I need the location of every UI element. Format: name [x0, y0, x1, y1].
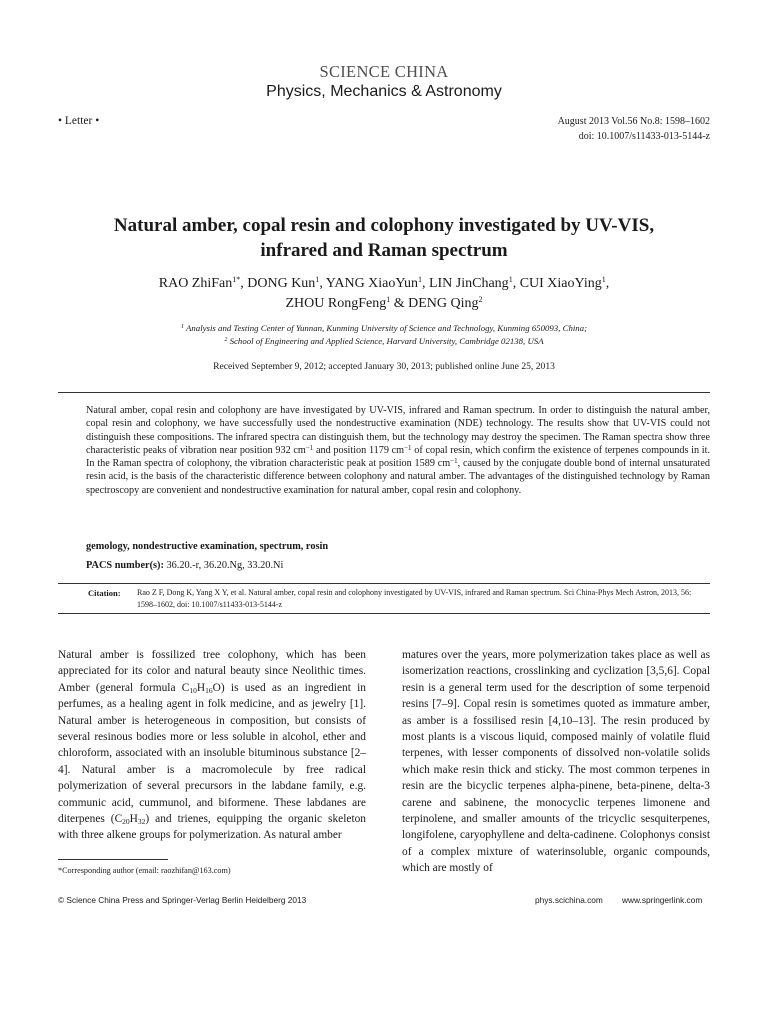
subscript: 32	[137, 817, 146, 827]
author-name: RAO ZhiFan	[158, 276, 233, 291]
author-name: CUI XiaoYing	[519, 276, 602, 291]
body-text: Natural amber is fossilized tree colophony, which has been appreciated for its color and natural beauty since Neolithic times. Amber (general formula C	[58, 649, 366, 694]
doi-line: doi: 10.1007/s11433-013-5144-z	[578, 131, 710, 142]
pacs-label: PACS number(s):	[86, 560, 164, 571]
author-name: ZHOU RongFeng	[285, 296, 387, 311]
author-affil-mark: 1	[601, 275, 606, 284]
subscript: 10	[189, 685, 197, 695]
keywords: gemology, nondestructive examination, spectrum, rosin	[86, 541, 329, 552]
pacs-value: 36.20.-r, 36.20.Ng, 33.20.Ni	[166, 560, 284, 571]
abstract	[86, 404, 710, 497]
author-name: DENG Qing	[408, 296, 479, 311]
affiliation-text: School of Engineering and Applied Science, Harvard University, Cambridge 02138, USA	[229, 336, 544, 346]
subscript: 16	[205, 685, 213, 695]
title-line-1: Natural amber, copal resin and colophony investigated by UV-VIS,	[113, 215, 655, 236]
body-text: H	[129, 813, 138, 826]
body-text: O) is used as an ingredient in perfumes, as a healing agent in folk medicine, and as jewelry [1]. Natural amber is heterogeneous in composition, but consists of several resinous bodies more or less soluble in alcohol, ether and chloroform, associated with an insoluble bituminous substance [2–4]. Natural amber is a macromolecule by free radical polymerization of several precursors in the labdane family, e.g. communic acid, cummunol, and biformene. These labdanes are diterpenes (C	[58, 681, 366, 826]
affiliation-2	[60, 335, 708, 348]
body-text: H	[196, 681, 206, 694]
affiliations	[60, 322, 708, 348]
divider	[58, 583, 710, 584]
copyright: © Science China Press and Springer-Verlag Berlin Heidelberg 2013	[58, 895, 307, 905]
author-list	[60, 274, 708, 314]
springerlink-link[interactable]: www.springerlink.com	[622, 895, 703, 905]
abstract-text: of copal resin, which confirm the existence of terpenes compounds in it. In the Raman spectra of colophony, the vibration characteristic peak at position 1589 cm	[86, 444, 711, 470]
author-affil-mark: 1	[386, 295, 391, 304]
issue-info	[558, 114, 710, 144]
journal-website-link[interactable]: phys.scichina.com	[535, 895, 603, 905]
journal-subtitle: Physics, Mechanics & Astronomy	[266, 83, 502, 100]
author-affil-mark: 1	[315, 275, 320, 284]
paper-title	[60, 214, 708, 263]
author-affil-mark: 1*	[232, 275, 241, 284]
author-name: LIN JinChang	[428, 276, 509, 291]
abstract-text: Natural amber, copal resin and colophony are have investigated by UV-VIS, infrared and Raman spectrum. In order to distinguish the natural amber, copal resin and colophony, we have successfully used the nondestructive examination (NDE) technology. The results show that UV-VIS could not distinguish these compositions. The infrared spectra can distinguish them, but the technology may destroy the specimen. The Raman spectra show three characteristic peaks of vibration near position 932 cm	[86, 405, 710, 456]
author-affil-mark: 2	[478, 295, 483, 304]
body-column-right: matures over the years, more polymerization takes place as well as isomerization reactions, crosslinking and cyclization [3,5,6]. Copal resin is a general term used for the description of some terpenoid resins [7–9]. Copal resin is sometimes quoted as immature amber, as amber is a fossilised resin [4,10–13]. The resin produced by most plants is a viscous liquid, composed mainly of volatile fluid terpenes, with lesser components of dissolved non-volatile solids which make resin thick and sticky. The most common terpenes in resin are the bicyclic terpenes alpha-pinene, beta-pinene, delta-3 carene and sabinene, the monocyclic terpenes limonene and terpinolene, and smaller amounts of the tricyclic sesquiterpenes, longifolene, caryophyllene and delta-cadinene. Colophonys consist of a complex mixture of waterinsoluble, organic compounds, which are mostly of	[402, 649, 710, 875]
unit-exponent: −1	[305, 443, 314, 452]
pacs-numbers	[86, 560, 283, 571]
citation-label: Citation:	[88, 588, 121, 598]
issue-line: August 2013 Vol.56 No.8: 1598–1602	[557, 116, 710, 127]
title-line-2: infrared and Raman spectrum	[260, 239, 508, 261]
author-name: DONG Kun	[247, 276, 316, 291]
subscript: 20	[122, 817, 130, 827]
author-line-1: RAO ZhiFan$^{1*}$, DONG Kun$^1$, YANG XiaoYun$^1$, LIN JinChang$^1$, CUI XiaoYing$^1$,	[158, 275, 610, 291]
unit-exponent: −1	[450, 457, 458, 466]
affiliation-1	[60, 322, 708, 335]
corresponding-author-footnote: *Corresponding author (email: raozhifan@163.com)	[58, 866, 231, 875]
body-column-left	[58, 647, 366, 844]
received-dates: Received September 9, 2012; accepted January 30, 2013; published online June 25, 2013	[213, 361, 555, 372]
citation-text: Rao Z F, Dong K, Yang X Y, et al. Natural amber, copal resin and colophony investigated by UV-VIS, infrared and Raman spectrum. Sci China-Phys Mech Astron, 2013, 56: 1598–1602, doi: 10.1007/s11433-013-5144-z	[137, 588, 692, 609]
divider	[58, 392, 710, 393]
journal-name: SCIENCE CHINA	[319, 62, 449, 81]
author-name: YANG XiaoYun	[325, 276, 418, 291]
unit-exponent: −1	[404, 443, 412, 452]
abstract-text: and position 1179 cm	[313, 444, 405, 456]
affiliation-mark: 2	[224, 337, 228, 343]
body-text: ) and trienes, equipping the organic skeleton with three alkene groups for polymerization. As natural amber	[58, 813, 367, 842]
author-line-2: ZHOU RongFeng$^1$ & DENG Qing$^2$	[285, 295, 483, 311]
affiliation-text: Analysis and Testing Center of Yunnan, Kunming University of Science and Technology, Kunming 650093, China;	[186, 323, 588, 333]
author-affil-mark: 1	[417, 275, 422, 284]
author-affil-mark: 1	[508, 275, 513, 284]
footnote-divider	[58, 859, 168, 860]
affiliation-mark: 1	[180, 324, 184, 330]
abstract-text: , caused by the conjugate double bond of internal unsaturated resin acid, is the basis of the characteristic difference between colophony and natural amber. The advantages of the distinguished technology by Raman spectroscopy are convenient and nondestructive examination for natural amber, copal resin and colophony.	[86, 458, 710, 496]
divider	[58, 613, 710, 614]
article-type: • Letter •	[58, 115, 100, 127]
